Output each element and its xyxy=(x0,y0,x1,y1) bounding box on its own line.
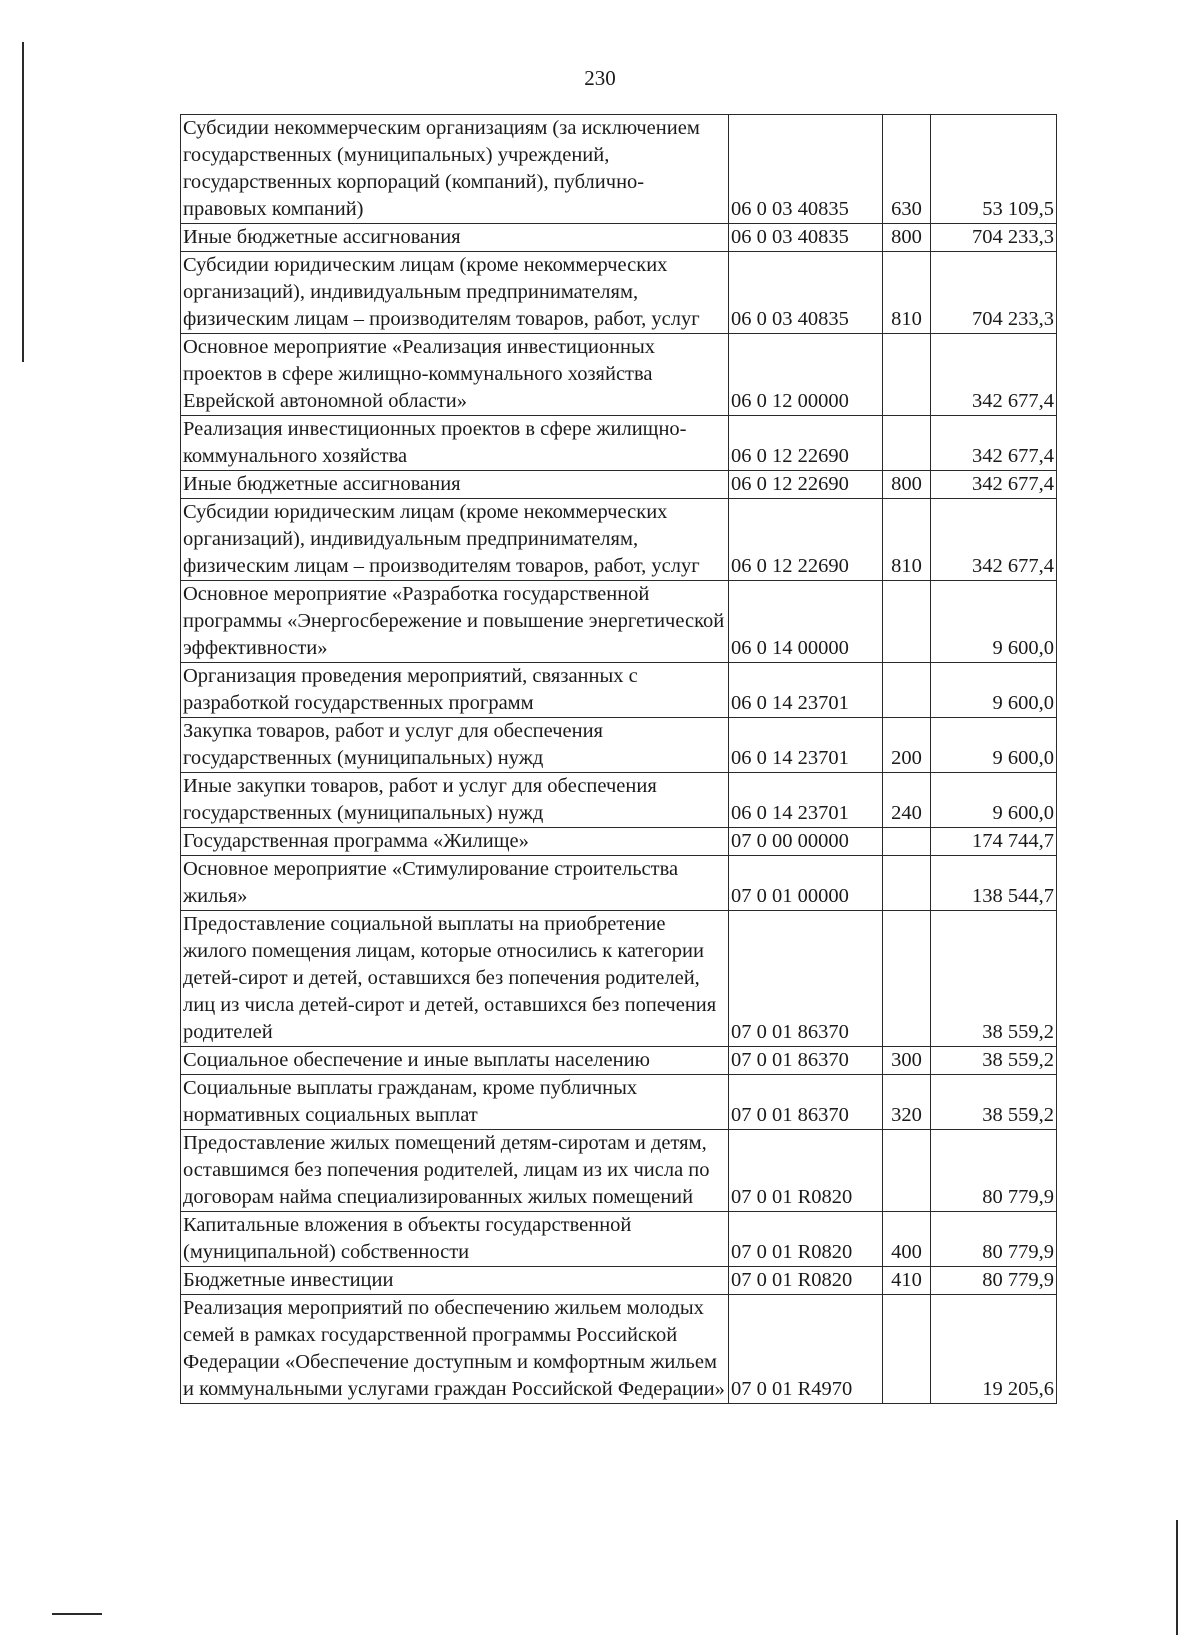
row-name-cell: Субсидии некоммерческим организациям (за исключением государственных (муниципальных) учреждений, государственных корпораций (компаний), публично-правовых компаний) xyxy=(181,115,729,224)
row-code-cell: 06 0 14 23701 xyxy=(729,718,883,773)
table-row xyxy=(181,663,1057,718)
row-code-cell: 06 0 14 23701 xyxy=(729,773,883,828)
row-sum-cell: 9 600,0 xyxy=(931,581,1057,663)
row-name-cell: Бюджетные инвестиции xyxy=(181,1267,729,1295)
row-sum-cell: 80 779,9 xyxy=(931,1130,1057,1212)
table-row xyxy=(181,718,1057,773)
row-name-cell: Основное мероприятие «Стимулирование строительства жилья» xyxy=(181,856,729,911)
row-code-cell: 07 0 01 86370 xyxy=(729,1047,883,1075)
table-row xyxy=(181,828,1057,856)
row-sum-cell: 704 233,3 xyxy=(931,224,1057,252)
row-sum-cell: 9 600,0 xyxy=(931,718,1057,773)
row-vr-cell xyxy=(883,663,931,718)
row-vr-cell xyxy=(883,911,931,1047)
row-vr-cell: 200 xyxy=(883,718,931,773)
bottom-dash xyxy=(52,1613,102,1615)
row-vr-cell xyxy=(883,1295,931,1404)
table-row xyxy=(181,1212,1057,1267)
row-code-cell: 06 0 12 22690 xyxy=(729,499,883,581)
row-sum-cell: 138 544,7 xyxy=(931,856,1057,911)
row-vr-cell: 810 xyxy=(883,252,931,334)
row-sum-cell: 342 677,4 xyxy=(931,471,1057,499)
row-name-cell: Государственная программа «Жилище» xyxy=(181,828,729,856)
page-number: 230 xyxy=(584,66,616,90)
budget-table xyxy=(180,114,1057,1404)
row-sum-cell: 80 779,9 xyxy=(931,1267,1057,1295)
row-vr-cell xyxy=(883,334,931,416)
row-vr-cell: 810 xyxy=(883,499,931,581)
row-sum-cell: 38 559,2 xyxy=(931,1075,1057,1130)
row-sum-cell: 38 559,2 xyxy=(931,911,1057,1047)
row-vr-cell xyxy=(883,416,931,471)
row-sum-cell: 9 600,0 xyxy=(931,773,1057,828)
row-vr-cell: 800 xyxy=(883,224,931,252)
row-code-cell: 06 0 14 00000 xyxy=(729,581,883,663)
row-code-cell: 07 0 01 R0820 xyxy=(729,1267,883,1295)
row-sum-cell: 342 677,4 xyxy=(931,499,1057,581)
row-vr-cell xyxy=(883,581,931,663)
table-row xyxy=(181,115,1057,224)
row-sum-cell: 342 677,4 xyxy=(931,416,1057,471)
table-row xyxy=(181,1130,1057,1212)
row-code-cell: 06 0 14 23701 xyxy=(729,663,883,718)
row-name-cell: Капитальные вложения в объекты государственной (муниципальной) собственности xyxy=(181,1212,729,1267)
row-code-cell: 07 0 00 00000 xyxy=(729,828,883,856)
row-name-cell: Реализация мероприятий по обеспечению жильем молодых семей в рамках государственной программы Российской Федерации «Обеспечение доступным и комфортным жильем и коммунальными услугами граждан Российской Федерации» xyxy=(181,1295,729,1404)
table-row xyxy=(181,581,1057,663)
row-vr-cell: 240 xyxy=(883,773,931,828)
table-row xyxy=(181,1075,1057,1130)
table-row xyxy=(181,856,1057,911)
row-code-cell: 06 0 12 00000 xyxy=(729,334,883,416)
row-sum-cell: 80 779,9 xyxy=(931,1212,1057,1267)
row-vr-cell: 300 xyxy=(883,1047,931,1075)
row-name-cell: Предоставление социальной выплаты на приобретение жилого помещения лицам, которые относились к категории детей-сирот и детей, оставшихся без попечения родителей, лиц из числа детей-сирот и детей, оставшихся без попечения родителей xyxy=(181,911,729,1047)
row-name-cell: Организация проведения мероприятий, связанных с разработкой государственных программ xyxy=(181,663,729,718)
table-row xyxy=(181,416,1057,471)
row-name-cell: Иные закупки товаров, работ и услуг для обеспечения государственных (муниципальных) нужд xyxy=(181,773,729,828)
row-code-cell: 06 0 03 40835 xyxy=(729,224,883,252)
row-sum-cell: 174 744,7 xyxy=(931,828,1057,856)
table-row xyxy=(181,911,1057,1047)
row-code-cell: 06 0 03 40835 xyxy=(729,252,883,334)
row-name-cell: Иные бюджетные ассигнования xyxy=(181,471,729,499)
row-vr-cell xyxy=(883,828,931,856)
row-name-cell: Реализация инвестиционных проектов в сфере жилищно-коммунального хозяйства xyxy=(181,416,729,471)
row-code-cell: 07 0 01 86370 xyxy=(729,911,883,1047)
row-vr-cell: 630 xyxy=(883,115,931,224)
row-vr-cell xyxy=(883,1130,931,1212)
table-row xyxy=(181,471,1057,499)
row-name-cell: Субсидии юридическим лицам (кроме некоммерческих организаций), индивидуальным предпринимателям, физическим лицам – производителям товаров, работ, услуг xyxy=(181,252,729,334)
row-vr-cell: 400 xyxy=(883,1212,931,1267)
table-row xyxy=(181,224,1057,252)
row-name-cell: Субсидии юридическим лицам (кроме некоммерческих организаций), индивидуальным предпринимателям, физическим лицам – производителям товаров, работ, услуг xyxy=(181,499,729,581)
row-name-cell: Социальные выплаты гражданам, кроме публичных нормативных социальных выплат xyxy=(181,1075,729,1130)
row-sum-cell: 342 677,4 xyxy=(931,334,1057,416)
row-code-cell: 07 0 01 86370 xyxy=(729,1075,883,1130)
row-name-cell: Иные бюджетные ассигнования xyxy=(181,224,729,252)
row-name-cell: Предоставление жилых помещений детям-сиротам и детям, оставшимся без попечения родителей, лицам из их числа по договорам найма специализированных жилых помещений xyxy=(181,1130,729,1212)
table-row xyxy=(181,1295,1057,1404)
row-sum-cell: 9 600,0 xyxy=(931,663,1057,718)
row-vr-cell: 320 xyxy=(883,1075,931,1130)
row-code-cell: 06 0 12 22690 xyxy=(729,416,883,471)
row-name-cell: Основное мероприятие «Реализация инвестиционных проектов в сфере жилищно-коммунального хозяйства Еврейской автономной области» xyxy=(181,334,729,416)
table-row xyxy=(181,334,1057,416)
budget-table-body xyxy=(181,115,1057,1404)
row-sum-cell: 19 205,6 xyxy=(931,1295,1057,1404)
row-code-cell: 07 0 01 R0820 xyxy=(729,1212,883,1267)
table-row xyxy=(181,1047,1057,1075)
row-sum-cell: 38 559,2 xyxy=(931,1047,1057,1075)
row-vr-cell: 410 xyxy=(883,1267,931,1295)
row-code-cell: 07 0 01 00000 xyxy=(729,856,883,911)
row-sum-cell: 53 109,5 xyxy=(931,115,1057,224)
row-name-cell: Социальное обеспечение и иные выплаты населению xyxy=(181,1047,729,1075)
row-vr-cell: 800 xyxy=(883,471,931,499)
row-code-cell: 07 0 01 R0820 xyxy=(729,1130,883,1212)
table-row xyxy=(181,252,1057,334)
row-sum-cell: 704 233,3 xyxy=(931,252,1057,334)
row-name-cell: Закупка товаров, работ и услуг для обеспечения государственных (муниципальных) нужд xyxy=(181,718,729,773)
row-code-cell: 06 0 03 40835 xyxy=(729,115,883,224)
row-code-cell: 06 0 12 22690 xyxy=(729,471,883,499)
table-row xyxy=(181,773,1057,828)
row-name-cell: Основное мероприятие «Разработка государственной программы «Энергосбережение и повышение энергетической эффективности» xyxy=(181,581,729,663)
row-vr-cell xyxy=(883,856,931,911)
row-code-cell: 07 0 01 R4970 xyxy=(729,1295,883,1404)
right-margin-line xyxy=(1176,1520,1178,1635)
table-row xyxy=(181,499,1057,581)
table-row xyxy=(181,1267,1057,1295)
